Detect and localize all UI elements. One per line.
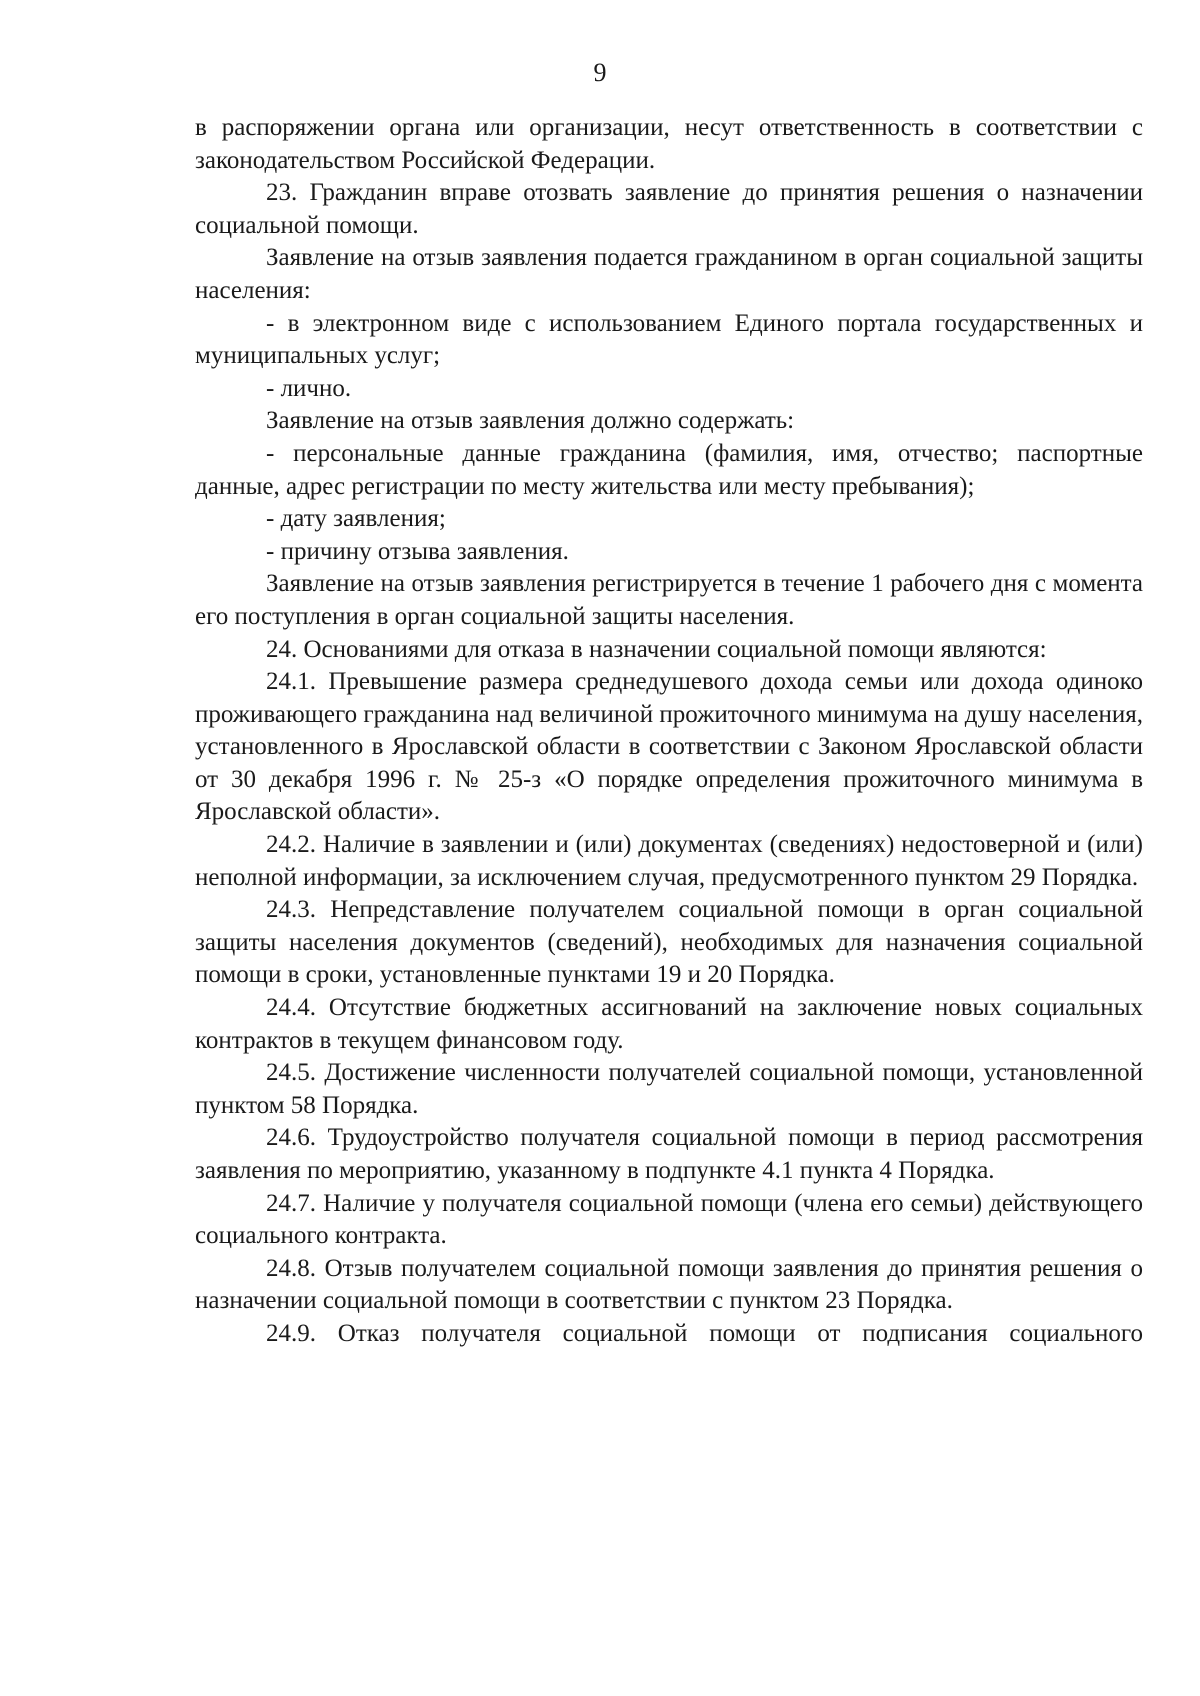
paragraph: - в электронном виде с использованием Единого портала государственных и муниципальных услуг; — [195, 309, 1143, 370]
paragraph: - персональные данные гражданина (фамилия, имя, отчество; паспортные данные, адрес регистрации по месту жительства или месту пребывания); — [195, 439, 1143, 500]
paragraph: 24. Основаниями для отказа в назначении социальной помощи являются: — [266, 635, 1047, 663]
paragraph: 24.3. Непредставление получателем социальной помощи в орган социальной защиты населения документов (сведений), необходимых для назначения социальной помощи в сроки, установленные пунктами 19 и 20 Порядка. — [195, 896, 1143, 989]
paragraph: - причину отзыва заявления. — [266, 537, 569, 565]
paragraph: - лично. — [266, 374, 352, 402]
paragraph: 24.9. Отказ получателя социальной помощи от подписания социального — [266, 1319, 1143, 1347]
paragraph: 24.4. Отсутствие бюджетных ассигнований на заключение новых социальных контрактов в текущем финансовом году. — [195, 994, 1143, 1054]
paragraph: 23. Гражданин вправе отозвать заявление до принятия решения о назначении социальной помощи. — [195, 179, 1143, 239]
paragraph: 24.7. Наличие у получателя социальной помощи (члена его семьи) действующего социального контракта. — [195, 1189, 1143, 1250]
document-body — [195, 112, 1143, 1351]
paragraph: - дату заявления; — [266, 505, 446, 533]
paragraph: 24.2. Наличие в заявлении и (или) документах (сведениях) недостоверной и (или) неполной информации, за исключением случая, предусмотренного пунктом 29 Порядка. — [195, 831, 1143, 891]
page-number: 9 — [593, 58, 607, 87]
paragraph: 24.1. Превышение размера среднедушевого дохода семьи или дохода одиноко проживающего гражданина над величиной прожиточного минимума на душу населения, установленного в Ярославской области в соответствии с Законом Ярославской области от 30 декабря 1996 г. № 25-з «О порядке определения прожиточного минимума в Ярославской области». — [195, 668, 1143, 826]
paragraph: 24.5. Достижение численности получателей социальной помощи, установленной пунктом 58 Порядка. — [195, 1059, 1143, 1119]
paragraph: Заявление на отзыв заявления подается гражданином в орган социальной защиты населения: — [195, 244, 1143, 304]
paragraph: 24.8. Отзыв получателем социальной помощи заявления до принятия решения о назначении социальной помощи в соответствии с пунктом 23 Порядка. — [195, 1254, 1143, 1315]
paragraph: в распоряжении органа или организации, несут ответственность в соответствии с законодательством Российской Федерации. — [195, 114, 1143, 174]
paragraph: Заявление на отзыв заявления регистрируется в течение 1 рабочего дня с момента его поступления в орган социальной защиты населения. — [195, 570, 1143, 630]
paragraph: Заявление на отзыв заявления должно содержать: — [266, 407, 795, 435]
paragraph: 24.6. Трудоустройство получателя социальной помощи в период рассмотрения заявления по мероприятию, указанному в подпункте 4.1 пункта 4 Порядка. — [195, 1124, 1143, 1184]
